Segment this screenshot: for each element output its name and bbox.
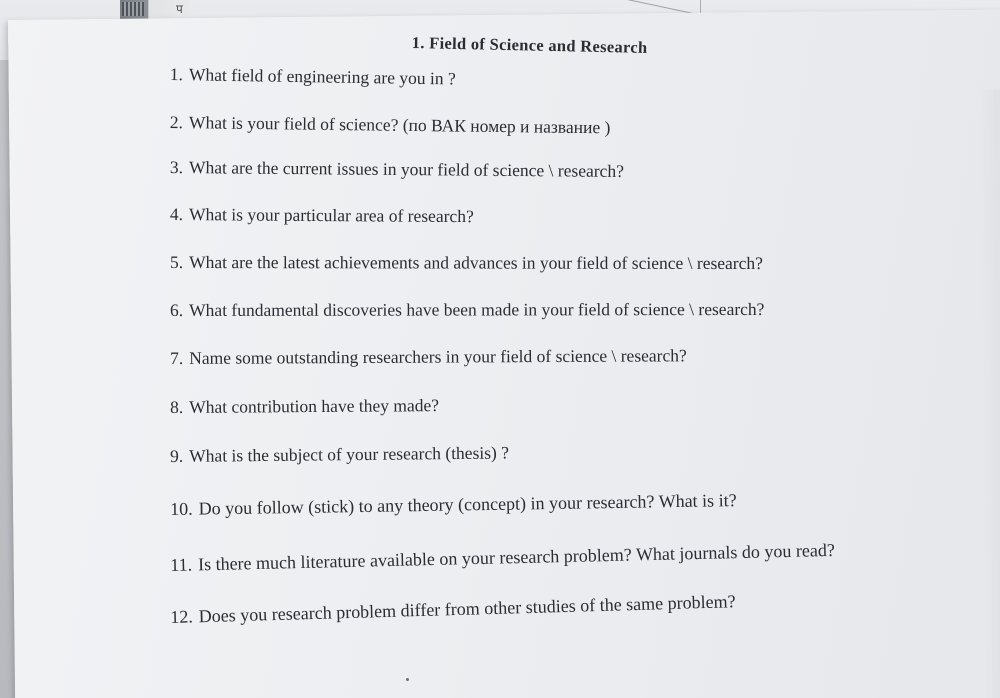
question-4 [170, 204, 474, 227]
question-text: Name some outstanding researchers in your field of science \ research? [189, 345, 687, 368]
question-10 [170, 490, 737, 520]
question-text: What is your field of science? (по ВАК номер и название ) [188, 112, 611, 138]
question-number: 10. [170, 498, 193, 519]
question-1 [170, 64, 456, 89]
question-number: 3. [169, 157, 184, 178]
question-3 [170, 157, 624, 182]
question-number: 5. [169, 252, 184, 273]
question-12 [170, 591, 736, 628]
question-text: What is the subject of your research (thesis) ? [189, 442, 510, 466]
question-9 [170, 442, 509, 467]
question-text: What is your particular area of research? [188, 204, 474, 227]
question-text: What are the current issues in your field of science \ research? [188, 157, 624, 181]
question-number: 9. [170, 445, 184, 466]
question-5 [170, 252, 763, 274]
question-8 [170, 395, 439, 418]
question-11 [170, 540, 835, 576]
question-text: What fundamental discoveries have been made in your field of science \ research? [189, 298, 765, 320]
question-number: 7. [170, 347, 184, 368]
question-number: 4. [169, 204, 184, 225]
question-number: 12. [170, 606, 194, 627]
question-7 [170, 345, 687, 369]
corner-glyph: प [176, 2, 183, 16]
question-text: What field of engineering are you in ? [188, 64, 456, 89]
question-2 [170, 112, 611, 138]
question-number: 11. [170, 554, 193, 575]
pencil-mark [406, 678, 409, 681]
question-text: What are the latest achievements and advances in your field of science \ research? [189, 252, 763, 274]
question-text: Does you research problem differ from other studies of the same problem? [198, 591, 736, 627]
question-number: 6. [170, 299, 184, 320]
question-text: What contribution have they made? [189, 395, 440, 417]
question-number: 2. [169, 112, 184, 133]
question-text: Is there much literature available on your research problem? What journals do you read? [197, 539, 836, 575]
question-6 [170, 299, 764, 321]
section-title: 1. Field of Science and Research [411, 33, 648, 57]
question-number: 8. [170, 396, 184, 417]
question-number: 1. [169, 64, 184, 85]
question-text: Do you follow (stick) to any theory (concept) in your research? What is it? [198, 490, 737, 519]
